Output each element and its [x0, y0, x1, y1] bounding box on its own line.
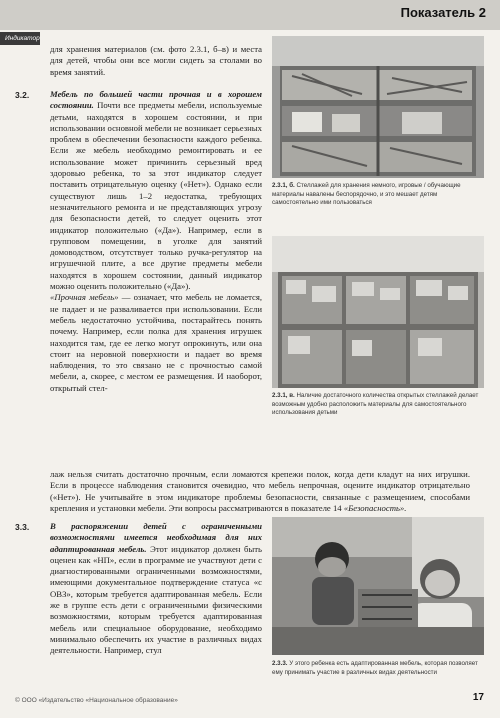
indicator-tag: Индикатор [0, 32, 40, 45]
section-3-2-body: Мебель по большей части прочная и в хорошем состоянии. Почти все предметы мебели, используемые детьми, находятся в хорошем состоянии, и при использовании основной мебели не возникает серьезных проблем в обеспечении безопасности каждого ребенка. Если же мебель необходимо ремонтировать и ее использование может причинить серьезный вред здоровью ребенка, то за этот индикатор следует поставить отрицательную оценку («Нет»). Однако если существуют лишь 1–2 недостатка, требующих незначительного ремонта и не представляющих угрозу для безопасности детей, то следует оценить этот индикатор положительно («Да»). Например, если в групповом помещении, в уголке для занятий домоводством, отсутствует только ручка-регулятор на игрушечной плите, а все другие предметы мебели находятся в хорошем состоянии, данный индикатор можно оценить положительно («Да»). [50, 89, 262, 292]
section-3-2-body-2: «Прочная мебель» — означает, что мебель не ломается, не падает и не разваливается при использовании. Если мебель недостаточно устойчива, постарайтесь понять почему. Например, если полка для хранения игрушек находится там, где ее легко могут опрокинуть, или она стоит на неровной поверхности и падает во время наблюдения, то это связано не с прочностью самой мебели, а, скорее, с местом ее размещения. И наоборот, открытый стел- [50, 292, 262, 393]
section-3-2-text-wide [50, 469, 470, 515]
section-3-3-lead: В распоряжении детей с ограниченными возможностями имеется необходимая для них адаптированная мебель. [50, 521, 262, 554]
top-paragraph: для хранения материалов (см. фото 2.3.1, б–в) и места для детей, чтобы они все могли сидеть за столами во время занятий. [50, 44, 262, 77]
caption-2-3-3: 2.3.3. У этого ребенка есть адаптированная мебель, которая позволяет ему принимать участие в различных видах деятельности [272, 660, 478, 676]
section-3-2-lead: Мебель по большей части прочная и в хорошем состоянии. [50, 89, 262, 111]
photo-2-3-1-v [272, 236, 484, 388]
photo-2-3-1-b [272, 36, 484, 178]
page-header-title: Показатель 2 [400, 5, 486, 20]
photo-2-3-3 [272, 517, 484, 655]
footer-publisher: © ООО «Издательство «Национальное образование» [15, 697, 178, 704]
caption-2-3-1-v: 2.3.1, в. Наличие достаточного количества открытых стеллажей делает возможным удобно расположить материалы для самостоятельного использования детьми [272, 392, 479, 417]
section-number-3-3: 3.3. [15, 522, 30, 532]
section-3-3-body: В распоряжении детей с ограниченными возможностями имеется необходимая для них адаптированная мебель. Этот индикатор должен быть оценен как «НП», если в программе не участвуют дети с диагностированными ограниченными возможностями, имеющими документальное подтверждение статуса «с ОВЗ», которым требуется адаптированная мебель. Если же в группе есть дети с ограниченными физическими возможностями, которым требуется адаптированная мебель или специальное оборудование, необходимо минимально обеспечить их участие в различных видах деятельности. Например, стул [50, 521, 262, 656]
page-number: 17 [472, 692, 484, 703]
section-number-3-2: 3.2. [15, 90, 30, 100]
section-3-2-text [50, 89, 262, 469]
reference-safety: «Безопасность». [343, 502, 407, 513]
section-3-2-tail: лаж нельзя считать достаточно прочным, если ломаются крепежи полок, когда дети кладут на них игрушки. Если в процессе наблюдения становится очевидно, что мебель непрочная, оцените индикатор отрицательно («Нет»). Не учитывайте в этом индикаторе проблемы безопасности, связанные с размещением, способами крепления и установки мебели. Эти вопросы рассматриваются в показателе 14 [50, 469, 470, 513]
section-3-3-text [50, 521, 262, 689]
term-sturdy-furniture: «Прочная мебель» [50, 292, 119, 303]
caption-2-3-1-b: 2.3.1, б. Стеллажей для хранения немного, игровые / обучающие материалы навалены беспорядочно, и это мешает детям самостоятельно ими пользоваться [272, 182, 461, 207]
